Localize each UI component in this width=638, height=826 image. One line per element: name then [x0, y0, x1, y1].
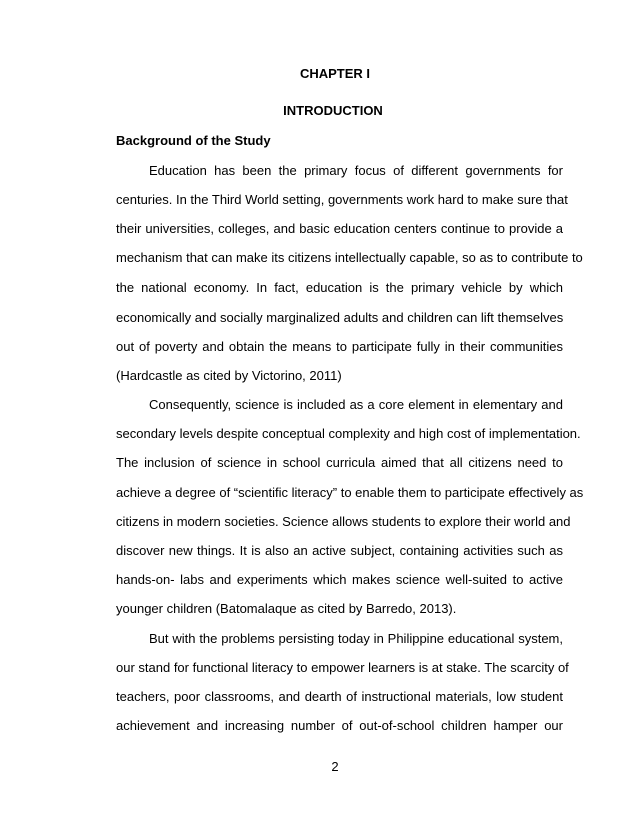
text-line: citizens in modern societies. Science allows students to explore their world and	[116, 514, 571, 529]
text-line: economically and socially marginalized adults and children can lift themselves	[116, 310, 564, 325]
text-line: achieve a degree of “scientific literacy” to enable them to participate effectively as	[116, 485, 584, 500]
text-line: hands-on- labs and experiments which makes science well-suited to active	[116, 572, 563, 587]
text-line: teachers, poor classrooms, and dearth of instructional materials, low student	[116, 689, 563, 704]
text-line: achievement and increasing number of out-of-school children hamper our	[116, 718, 563, 733]
text-line: our stand for functional literacy to empower learners is at stake. The scarcity of	[116, 660, 569, 675]
text-line: secondary levels despite conceptual complexity and high cost of implementation.	[116, 426, 581, 441]
text-line: (Hardcastle as cited by Victorino, 2011)	[116, 368, 342, 383]
chapter-heading: CHAPTER I	[299, 66, 371, 81]
text-line: the national economy. In fact, education is the primary vehicle by which	[116, 280, 563, 295]
text-line: Consequently, science is included as a core element in elementary and	[149, 397, 563, 412]
text-line: But with the problems persisting today in Philippine educational system,	[149, 631, 563, 646]
text-line: out of poverty and obtain the means to participate fully in their communities	[116, 339, 563, 354]
text-line: centuries. In the Third World setting, governments work hard to make sure that	[116, 192, 568, 207]
text-line: discover new things. It is also an active subject, containing activities such as	[116, 543, 563, 558]
text-line: younger children (Batomalaque as cited by Barredo, 2013).	[116, 601, 457, 616]
text-line: their universities, colleges, and basic education centers continue to provide a	[116, 221, 563, 236]
page-number: 2	[331, 759, 339, 774]
section-heading: Background of the Study	[116, 133, 271, 148]
text-line: Education has been the primary focus of different governments for	[149, 163, 563, 178]
text-line: mechanism that can make its citizens intellectually capable, so as to contribute to	[116, 250, 583, 265]
text-line: The inclusion of science in school curricula aimed that all citizens need to	[116, 455, 563, 470]
chapter-title: INTRODUCTION	[283, 103, 383, 118]
